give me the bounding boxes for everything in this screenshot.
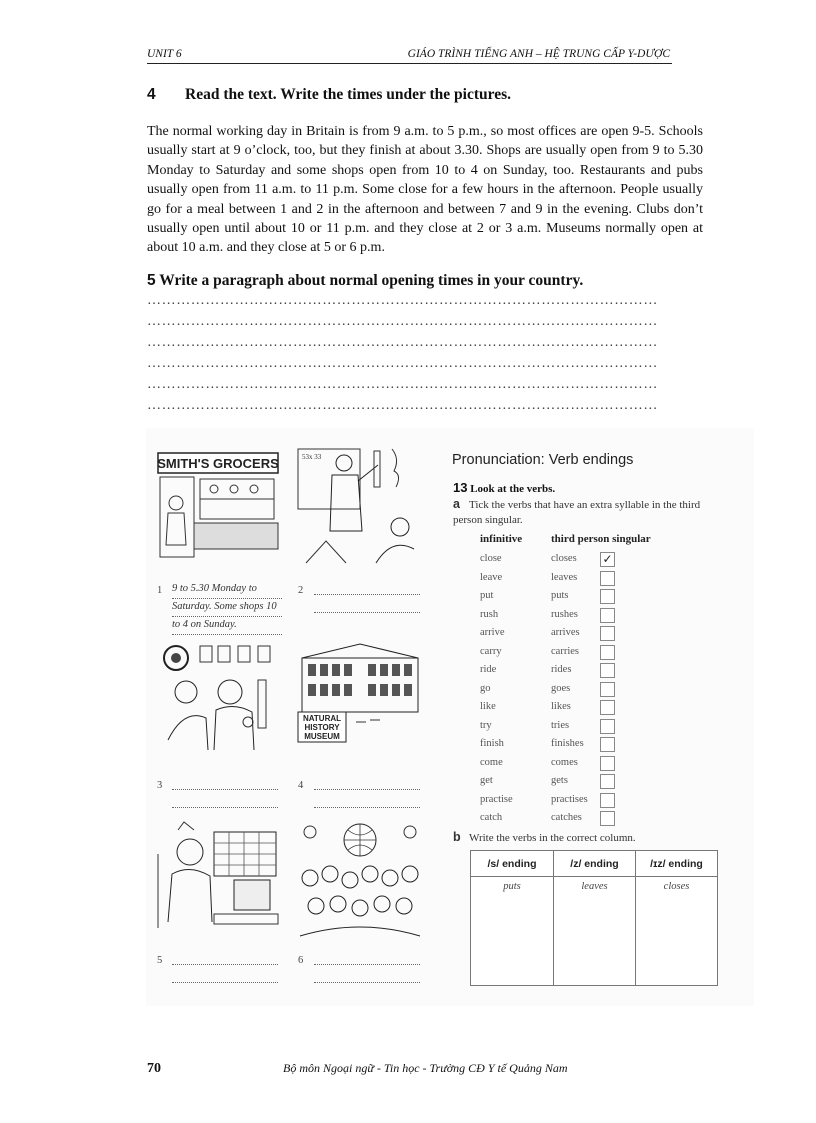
verb-third-person: rides: [551, 664, 572, 675]
tick-checkbox[interactable]: [600, 811, 615, 826]
verb-infinitive: like: [480, 701, 496, 712]
verb-infinitive: ride: [480, 664, 497, 675]
answer-line[interactable]: [314, 964, 420, 965]
infinitive-header: infinitive: [480, 533, 523, 545]
tick-checkbox[interactable]: [600, 719, 615, 734]
verb-third-person: carries: [551, 645, 579, 657]
endings-table: [470, 850, 718, 986]
exercise-13-title: [453, 480, 555, 495]
writing-line[interactable]: ……………………………………………………………………………………………: [147, 293, 658, 308]
third-person-header: third person singular: [551, 533, 651, 545]
answer-line[interactable]: 9 to 5.30 Monday to: [172, 580, 282, 599]
picture-museum: [296, 640, 424, 760]
verb-infinitive: rush: [480, 608, 499, 620]
answer-line[interactable]: [314, 982, 420, 983]
tick-checkbox[interactable]: [600, 663, 615, 678]
verb-infinitive: try: [480, 719, 492, 731]
z-ending-column: [554, 851, 636, 985]
picture-number: 1: [157, 585, 163, 596]
column-header: /z/ ending: [554, 851, 635, 877]
svg-text:53x 33: 53x 33: [302, 453, 322, 461]
writing-line[interactable]: ……………………………………………………………………………………………: [147, 398, 658, 413]
tick-checkbox[interactable]: [600, 737, 615, 752]
column-header: /ɪz/ ending: [636, 851, 717, 877]
pronunciation-title: Pronunciation: Verb endings: [452, 452, 634, 468]
tick-checkbox[interactable]: [600, 589, 615, 604]
answer-line[interactable]: [172, 807, 278, 808]
answer-line[interactable]: [172, 789, 278, 790]
writing-line[interactable]: ……………………………………………………………………………………………: [147, 335, 658, 350]
tick-checkbox[interactable]: [600, 645, 615, 660]
verb-third-person: leaves: [551, 571, 578, 583]
answer-line[interactable]: [314, 789, 420, 790]
part-a-text: Tick the verbs that have an extra syllable in the third person singular.: [453, 499, 701, 526]
verb-third-person: arrives: [551, 627, 580, 638]
iz-ending-column: [636, 851, 717, 985]
verb-third-person: practises: [551, 793, 588, 805]
answer-line[interactable]: [314, 807, 420, 808]
shop-sign: SMITH'S GROCERS: [157, 456, 279, 471]
verb-third-person: catches: [551, 812, 582, 823]
tick-checkbox[interactable]: [600, 682, 615, 697]
s-ending-column: [471, 851, 554, 985]
verb-infinitive: come: [480, 756, 503, 768]
picture-number: 5: [157, 955, 163, 966]
answer-line[interactable]: [314, 612, 420, 613]
tick-checkbox[interactable]: [600, 571, 615, 586]
part-b-instruction: [453, 830, 636, 844]
picture-number: 3: [157, 780, 163, 791]
museum-sign-line: NATURAL: [302, 714, 342, 723]
museum-sign-line: MUSEUM: [304, 732, 340, 741]
verb-infinitive: finish: [480, 738, 504, 749]
picture-number: 2: [298, 585, 304, 596]
tick-checkbox[interactable]: [600, 756, 615, 771]
part-b-letter: b: [453, 830, 461, 844]
answer-line[interactable]: [314, 594, 420, 595]
tick-checkbox[interactable]: [600, 626, 615, 641]
verb-infinitive: go: [480, 682, 491, 694]
footer-text: Bộ môn Ngoại ngữ - Tin học - Trường CĐ Y tế Quảng Nam: [283, 1061, 568, 1075]
page-header: [147, 46, 672, 64]
verb-infinitive: carry: [480, 645, 502, 657]
verb-third-person: likes: [551, 701, 571, 712]
part-b-text: Write the verbs in the correct column.: [469, 832, 636, 844]
verb-third-person: finishes: [551, 738, 584, 749]
reading-paragraph: The normal working day in Britain is from 9 a.m. to 5 p.m., so most offices are open 9-5. Schools usually start at 9 o’clock, too, but they finish at about 3.30. Shops are usually open from 9 to 5.30 Monday to Saturday and some shops open from 10 to 4 on Sunday, too. Restaurants and pubs usually open from 11 a.m. to 11 p.m. Some close for a few hours in the afternoon. People usually go for a meal between 1 and 2 in the afternoon and between 7 and 9 in the evening. Clubs don’t usually open until about 10 or 11 p.m. and they close at 2 or 3 a.m. Museums normally open at about 10 a.m. and they close at 5 or 6 p.m.: [147, 124, 703, 256]
verb-third-person: tries: [551, 719, 570, 731]
exercise-13-number: 13: [453, 480, 468, 495]
example-verb[interactable]: leaves: [581, 881, 608, 892]
course-title: GIÁO TRÌNH TIẾNG ANH – HỆ TRUNG CẤP Y-DƯỢC: [407, 48, 670, 60]
verb-third-person: goes: [551, 682, 571, 694]
exercise-13-instruction: Look at the verbs.: [470, 483, 556, 495]
example-verb[interactable]: puts: [503, 881, 521, 892]
picture-pub: [154, 640, 282, 760]
example-verb[interactable]: closes: [663, 881, 690, 892]
answer-line[interactable]: Saturday. Some shops 10: [172, 598, 282, 617]
picture-night-club: [296, 818, 424, 938]
picture-grocers-shop: [154, 445, 282, 565]
writing-line[interactable]: ……………………………………………………………………………………………: [147, 377, 658, 392]
picture-number: 6: [298, 955, 304, 966]
museum-sign-line: HISTORY: [304, 723, 340, 732]
answer-line[interactable]: [172, 982, 278, 983]
tick-checkbox[interactable]: [600, 774, 615, 789]
verb-third-person: rushes: [551, 608, 578, 620]
verb-infinitive: leave: [480, 571, 503, 583]
part-a-letter: a: [453, 497, 460, 511]
verb-infinitive: put: [480, 590, 494, 601]
picture-number: 4: [298, 780, 304, 791]
exercise-4-title: [147, 86, 511, 104]
tick-checkbox[interactable]: ✓: [600, 552, 615, 567]
verb-infinitive: arrive: [480, 627, 505, 638]
unit-label: UNIT 6: [147, 48, 182, 60]
picture-school-teacher: [296, 445, 424, 565]
writing-line[interactable]: ……………………………………………………………………………………………: [147, 314, 658, 329]
exercise-4-number: 4: [147, 86, 156, 103]
tick-checkbox[interactable]: [600, 608, 615, 623]
tick-checkbox[interactable]: [600, 700, 615, 715]
verb-third-person: closes: [551, 553, 577, 564]
answer-line[interactable]: to 4 on Sunday.: [172, 616, 282, 635]
page-number: 70: [147, 1061, 161, 1076]
verb-infinitive: get: [480, 775, 493, 786]
verb-third-person: gets: [551, 775, 568, 786]
tick-checkbox[interactable]: [600, 793, 615, 808]
answer-line[interactable]: [172, 964, 278, 965]
verb-infinitive: close: [480, 553, 502, 564]
part-a-instruction: [453, 497, 725, 528]
verb-infinitive: practise: [480, 793, 513, 805]
exercise-5-number: 5: [147, 272, 156, 289]
exercise-5-instruction: Write a paragraph about normal opening times in your country.: [159, 272, 584, 289]
column-header: /s/ ending: [471, 851, 553, 877]
verb-infinitive: catch: [480, 812, 503, 823]
verb-third-person: puts: [551, 590, 569, 601]
exercise-5-title: [147, 272, 583, 290]
verb-third-person: comes: [551, 756, 578, 768]
writing-line[interactable]: ……………………………………………………………………………………………: [147, 356, 658, 371]
picture-office-worker: [154, 818, 282, 938]
exercise-4-instruction: Read the text. Write the times under the pictures.: [185, 86, 512, 103]
